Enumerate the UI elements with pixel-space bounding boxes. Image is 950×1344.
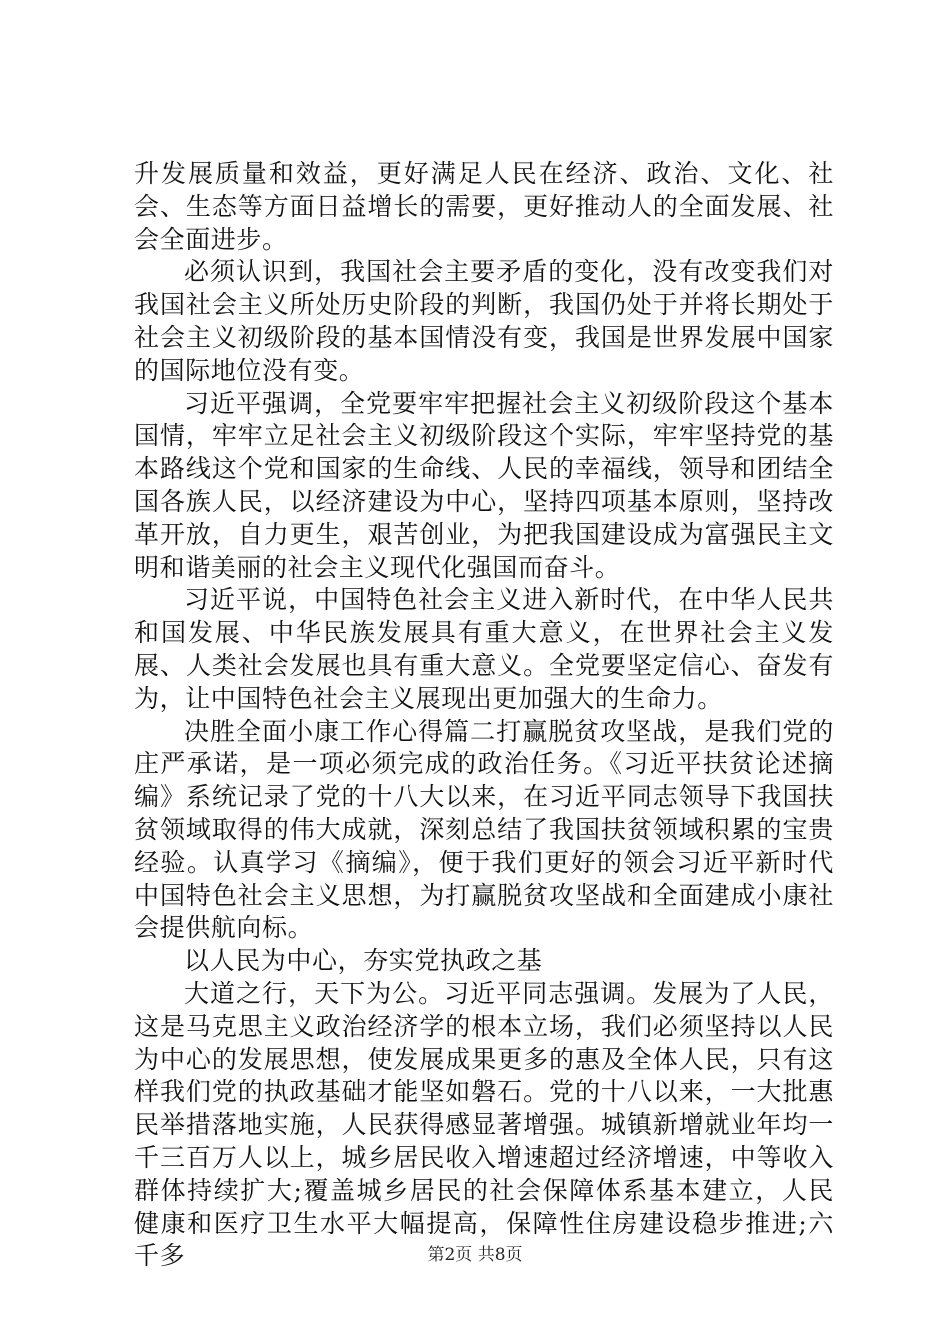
- paragraph: 决胜全面小康工作心得篇二打赢脱贫攻坚战，是我们党的庄严承诺，是一项必须完成的政治任务。《习近平扶贫论述摘编》系统记录了党的十八大以来，在习近平同志领导下我国扶贫领域取得的伟大成就，深刻总结了我国扶贫领域积累的宝贵经验。认真学习《摘编》，便于我们更好的领会习近平新时代中国特色社会主义思想，为打赢脱贫攻坚战和全面建成小康社会提供航向标。: [134, 716, 834, 943]
- paragraph: 习近平强调，全党要牢牢把握社会主义初级阶段这个基本国情，牢牢立足社会主义初级阶段这个实际，牢牢坚持党的基本路线这个党和国家的生命线、人民的幸福线，领导和团结全国各族人民，以经济建设为中心，坚持四项基本原则，坚持改革开放，自力更生，艰苦创业，为把我国建设成为富强民主文明和谐美丽的社会主义现代化强国而奋斗。: [134, 388, 834, 582]
- document-body: [134, 158, 834, 1273]
- paragraph: 升发展质量和效益，更好满足人民在经济、政治、文化、社会、生态等方面日益增长的需要，更好推动人的全面发展、社会全面进步。: [134, 159, 834, 254]
- paragraph: 大道之行，天下为公。习近平同志强调。发展为了人民，这是马克思主义政治经济学的根本立场，我们必须坚持以人民为中心的发展思想，使发展成果更多的惠及全体人民，只有这样我们党的执政基础才能坚如磐石。党的十八以来，一大批惠民举措落地实施，人民获得感显著增强。城镇新增就业年均一千三百万人以上，城乡居民收入增速超过经济增速，中等收入群体持续扩大;覆盖城乡居民的社会保障体系基本建立，人民健康和医疗卫生水平大幅提高，保障性住房建设稳步推进;六千多: [134, 978, 834, 1271]
- paragraph: 必须认识到，我国社会主要矛盾的变化，没有改变我们对我国社会主义所处历史阶段的判断，我国仍处于并将长期处于社会主义初级阶段的基本国情没有变，我国是世界发展中国家的国际地位没有变。: [134, 257, 834, 385]
- section-heading: 以人民为中心，夯实党执政之基: [184, 946, 543, 976]
- page-footer: 第2页 共8页: [427, 1245, 523, 1265]
- paragraph: 习近平说，中国特色社会主义进入新时代，在中华人民共和国发展、中华民族发展具有重大意义，在世界社会主义发展、人类社会发展也具有重大意义。全党要坚定信心、奋发有为，让中国特色社会主义展现出更加强大的生命力。: [134, 585, 834, 713]
